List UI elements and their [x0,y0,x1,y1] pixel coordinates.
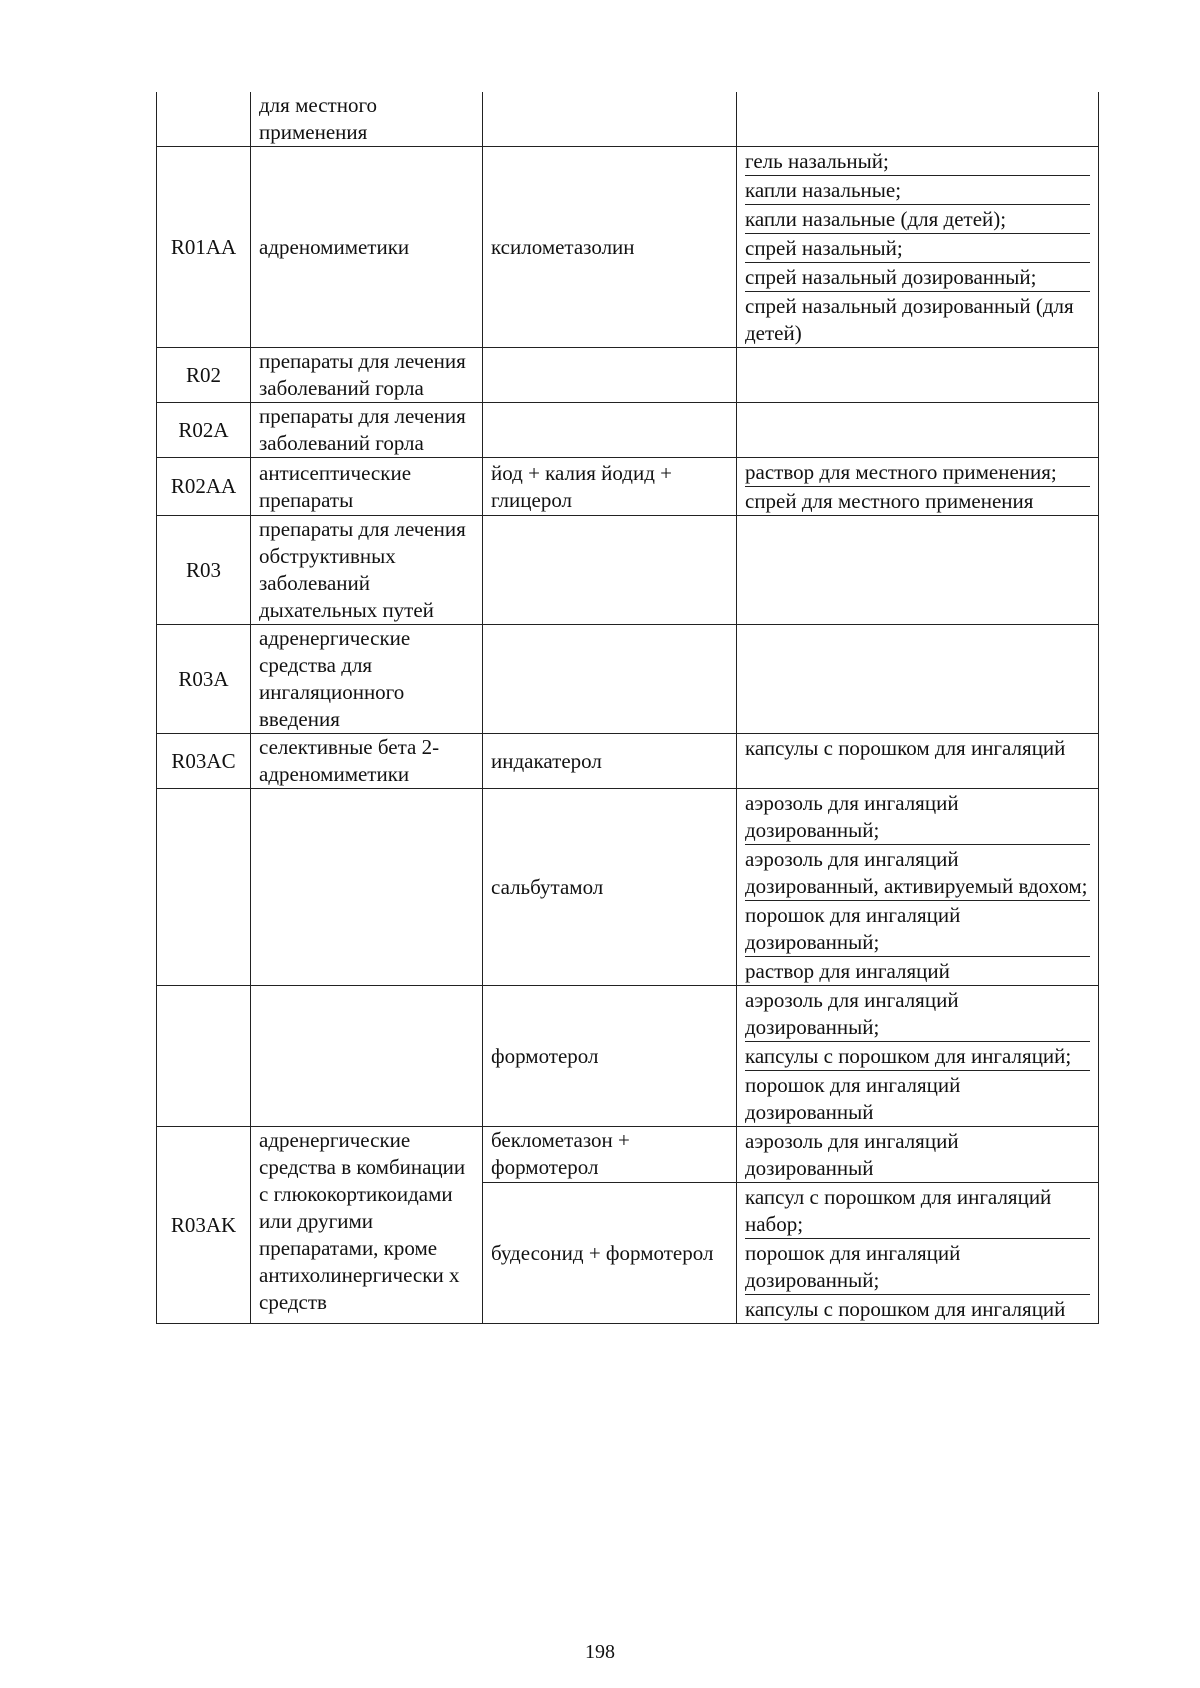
dosage-forms-cell [737,458,1099,516]
dosage-form-item: капсулы с порошком для ингаляций; [745,1042,1090,1071]
drug-table [156,92,1099,1324]
dosage-form-item: аэрозоль для ингаляций дозированный [745,1129,959,1180]
dosage-form-item: аэрозоль для ингаляций дозированный, активируемый вдохом; [745,845,1090,901]
dosage-forms-cell [737,403,1099,458]
drug-name-cell: сальбутамол [483,789,737,986]
dosage-form-item: порошок для ингаляций дозированный; [745,1239,1090,1295]
group-cell: препараты для лечения заболеваний горла [251,403,483,458]
group-cell: препараты для лечения обструктивных заболеваний дыхательных путей [251,516,483,625]
drug-name-cell: йод + калия йодид + глицерол [483,458,737,516]
dosage-forms-cell [737,1127,1099,1183]
dosage-forms-cell [737,92,1099,147]
dosage-forms-list [745,789,1090,985]
group-cell: адренергические средства в комбинации с глюкокортикоидами или другими препаратами, кроме антихолинергически х средств [251,1127,483,1324]
atc-code-cell: R03 [157,516,251,625]
dosage-forms-cell [737,348,1099,403]
drug-name-cell [483,516,737,625]
drug-name-cell: ксилометазолин [483,147,737,348]
dosage-form-item: капсул с порошком для ингаляций набор; [745,1183,1090,1239]
drug-name-cell: индакатерол [483,734,737,789]
atc-code-cell [157,789,251,986]
table-row [157,789,1099,986]
table-row [157,458,1099,516]
atc-code-cell: R02 [157,348,251,403]
dosage-form-item: раствор для местного применения; [745,458,1090,487]
drug-name-cell [483,348,737,403]
dosage-forms-list [745,1183,1090,1323]
dosage-form-item: аэрозоль для ингаляций дозированный; [745,986,1090,1042]
group-cell: адренергические средства для ингаляционного введения [251,625,483,734]
drug-name-cell [483,625,737,734]
dosage-form-item: капсулы с порошком для ингаляций [745,736,1066,760]
drug-name-cell [483,403,737,458]
dosage-form-item: порошок для ингаляций дозированный [745,1073,961,1124]
table-row [157,516,1099,625]
group-cell [251,789,483,986]
dosage-form-item: раствор для ингаляций [745,959,950,983]
group-cell: препараты для лечения заболеваний горла [251,348,483,403]
drug-name-cell [483,92,737,147]
table-row [157,92,1099,147]
group-cell: адреномиметики [251,147,483,348]
drug-name-cell: будесонид + формотерол [483,1183,737,1324]
atc-code-cell: R03AC [157,734,251,789]
dosage-forms-cell [737,147,1099,348]
table-row [157,734,1099,789]
dosage-form-item: капсулы с порошком для ингаляций [745,1297,1066,1321]
atc-code-cell: R01AA [157,147,251,348]
dosage-forms-list [745,147,1090,347]
dosage-form-item: спрей назальный; [745,234,1090,263]
table-row [157,403,1099,458]
dosage-form-item: спрей назальный дозированный; [745,263,1090,292]
dosage-form-item: порошок для ингаляций дозированный; [745,901,1090,957]
dosage-forms-cell [737,516,1099,625]
table-row [157,1127,1099,1183]
group-cell: селективные бета 2-адреномиметики [251,734,483,789]
dosage-form-item: спрей для местного применения [745,489,1034,513]
atc-code-cell: R03A [157,625,251,734]
dosage-forms-list [745,986,1090,1126]
page-number: 198 [585,1641,615,1663]
atc-code-cell [157,92,251,147]
dosage-form-item: капли назальные; [745,176,1090,205]
atc-code-cell: R03AK [157,1127,251,1324]
table-row [157,348,1099,403]
dosage-form-item: гель назальный; [745,147,1090,176]
dosage-forms-list [745,458,1090,515]
table-row [157,147,1099,348]
group-cell: для местного применения [251,92,483,147]
group-cell: антисептические препараты [251,458,483,516]
atc-code-cell [157,986,251,1127]
group-cell [251,986,483,1127]
dosage-forms-cell [737,625,1099,734]
table-row [157,625,1099,734]
dosage-forms-cell [737,1183,1099,1324]
atc-code-cell: R02A [157,403,251,458]
dosage-forms-list [745,734,1090,762]
dosage-form-item: капли назальные (для детей); [745,205,1090,234]
table-row [157,986,1099,1127]
table-body [157,92,1099,1324]
dosage-forms-list [745,1127,1090,1182]
dosage-form-item: аэрозоль для ингаляций дозированный; [745,789,1090,845]
dosage-forms-cell [737,734,1099,789]
dosage-forms-cell [737,789,1099,986]
dosage-form-item: спрей назальный дозированный (для детей) [745,294,1074,345]
drug-name-cell: беклометазон + формотерол [483,1127,737,1183]
drug-name-cell: формотерол [483,986,737,1127]
atc-code-cell: R02AA [157,458,251,516]
dosage-forms-cell [737,986,1099,1127]
